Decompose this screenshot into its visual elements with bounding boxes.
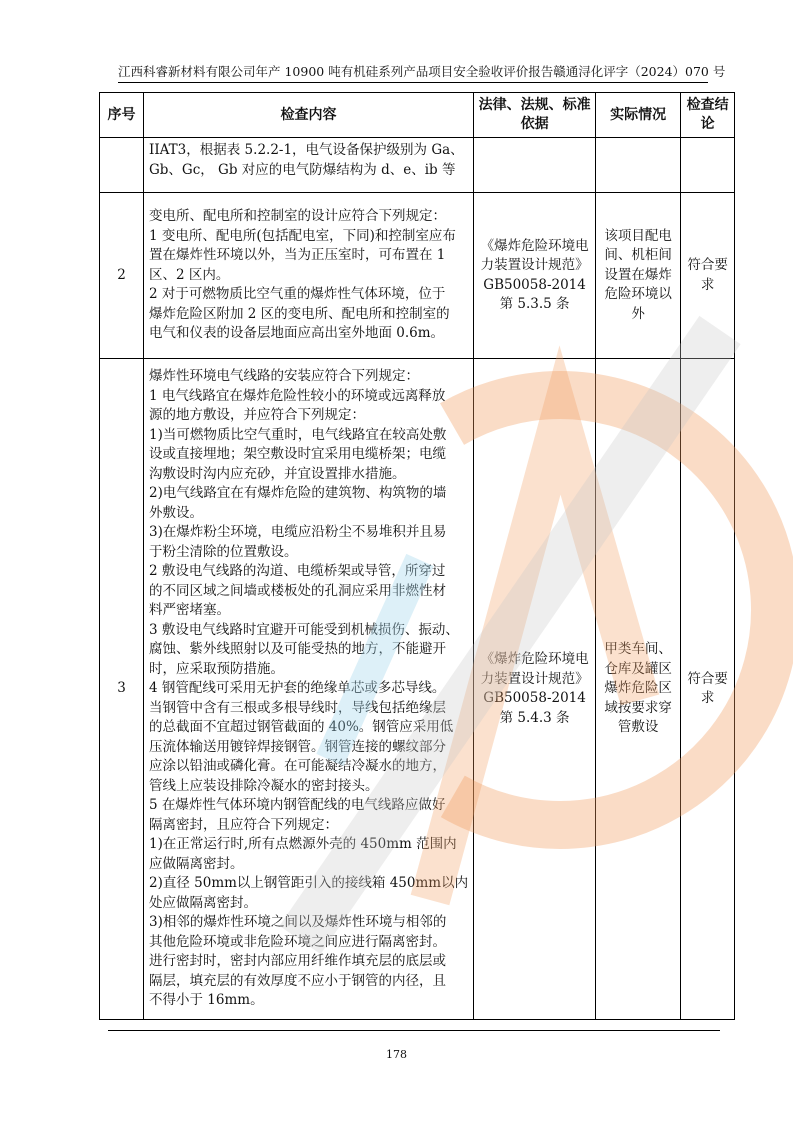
content-line: 沟敷设时沟内应充砂，并宜设置排水措施。	[149, 465, 406, 482]
content-line: 应涂以铅油或磷化膏。在可能凝结冷凝水的地方，	[149, 758, 446, 775]
content-line: 应做隔离密封。	[149, 855, 244, 872]
basis	[474, 138, 596, 193]
table-row	[100, 359, 735, 1020]
row-number: 3	[100, 359, 144, 1020]
row-number: 2	[100, 193, 144, 359]
content-line: 变电所、配电所和控制室的设计应符合下列规定：	[149, 208, 446, 225]
content-line: 3 敷设电气线路时宜避开可能受到机械损伤、振动、	[149, 621, 459, 638]
content-line: 1 变电所、配电所(包括配电室，下同)和控制室应布	[149, 227, 456, 244]
content-line: 腐蚀、紫外线照射以及可能受热的地方，不能避开	[149, 641, 446, 658]
content-line: 2)直径 50mm以上钢管距引入的接线箱 450mm以内	[149, 875, 469, 892]
check-content	[144, 138, 474, 193]
content-line: 料严密堵塞。	[149, 602, 230, 619]
column-header: 检查内容	[144, 93, 474, 138]
column-header: 法律、法规、标准依据	[474, 93, 596, 138]
content-line: 2 敷设电气线路的沟道、电缆桥架或导管，所穿过	[149, 563, 446, 580]
document-number: 赣通浔化评字（2024）070 号	[553, 64, 726, 79]
content-line: 不得小于 16mm。	[149, 992, 264, 1009]
table-header-row	[100, 93, 735, 138]
content-line: 的不同区域之间墙或楼板处的孔洞应采用非燃性材	[149, 582, 446, 599]
basis: 《爆炸危险环境电力装置设计规范》GB50058-2014 第 5.3.5 条	[474, 193, 596, 359]
report-title: 江西科睿新材料有限公司年产 10900 吨有机硅系列产品项目安全验收评价报告	[118, 64, 554, 79]
column-header: 序号	[100, 93, 144, 138]
content-line: 1 电气线路宜在爆炸危险性较小的环境或远离释放	[149, 387, 446, 404]
content-line: 2)电气线路宜在有爆炸危险的建筑物、构筑物的墙	[149, 485, 447, 502]
basis: 《爆炸危险环境电力装置设计规范》GB50058-2014 第 5.4.3 条	[474, 359, 596, 1020]
table-row	[100, 193, 735, 359]
content-line: 置在爆炸性环境以外，当为正压室时，可布置在 1	[149, 247, 446, 264]
content-line: 电气和仪表的设备层地面应高出室外地面 0.6m。	[149, 325, 445, 342]
content-line: 隔层，填充层的有效厚度不应小于钢管的内径，且	[149, 972, 446, 989]
content-line: 1)当可燃物质比空气重时，电气线路宜在较高处敷	[149, 426, 447, 443]
table-row	[100, 138, 735, 193]
content-line: 3)相邻的爆炸性环境之间以及爆炸性环境与相邻的	[149, 914, 447, 931]
content-line: 爆炸性环境电气线路的安装应符合下列规定：	[149, 368, 419, 385]
content-line: 当钢管中含有三根或多根导线时，导线包括绝缘层	[149, 699, 446, 716]
content-line: IIAT3，根据表 5.2.2-1，电气设备保护级别为 Ga、	[149, 142, 464, 158]
content-line: 1)在正常运行时,所有点燃源外壳的 450mm 范围内	[149, 836, 457, 853]
actual-situation: 该项目配电间、机柜间设置在爆炸危险环境以外	[596, 193, 681, 359]
actual-situation	[596, 138, 681, 193]
column-header: 检查结论	[681, 93, 735, 138]
conclusion: 符合要求	[681, 359, 735, 1020]
content-line: 区、2 区内。	[149, 266, 230, 283]
content-line: 压流体输送用镀锌焊接钢管。钢管连接的螺纹部分	[149, 738, 446, 755]
actual-situation: 甲类车间、仓库及罐区爆炸危险区域按要求穿管敷设	[596, 359, 681, 1020]
content-line: 3)在爆炸粉尘环境，电缆应沿粉尘不易堆积并且易	[149, 524, 447, 541]
column-header: 实际情况	[596, 93, 681, 138]
content-line: 时，应采取预防措施。	[149, 660, 284, 677]
page-number: 178	[386, 1048, 407, 1061]
content-line: 4 钢管配线可采用无护套的绝缘单芯或多芯导线。	[149, 680, 446, 697]
conclusion: 符合要求	[681, 193, 735, 359]
footer-rule	[108, 1030, 720, 1031]
content-line: 进行密封时，密封内部应用纤维作填充层的底层或	[149, 953, 446, 970]
content-line: Gb、Gc， Gb 对应的电气防爆结构为 d、e、ib 等	[149, 161, 456, 178]
content-line: 管线上应装设排除冷凝水的密封接头。	[149, 777, 379, 794]
content-line: 2 对于可燃物质比空气重的爆炸性气体环境，位于	[149, 286, 446, 303]
content-line: 的总截面不宜超过钢管截面的 40%。钢管应采用低	[149, 719, 454, 736]
content-line: 于粉尘清除的位置敷设。	[149, 543, 298, 560]
content-line: 爆炸危险区附加 2 区的变电所、配电所和控制室的	[149, 305, 450, 322]
running-header	[118, 62, 726, 83]
content-line: 隔离密封，且应符合下列规定：	[149, 816, 338, 833]
check-content	[144, 359, 474, 1020]
content-line: 源的地方敷设，并应符合下列规定：	[149, 407, 365, 424]
check-content	[144, 193, 474, 359]
row-number	[100, 138, 144, 193]
content-line: 其他危险环境或非危险环境之间应进行隔离密封。	[149, 933, 446, 950]
inspection-table	[99, 92, 735, 1020]
content-line: 处应做隔离密封。	[149, 894, 257, 911]
conclusion	[681, 138, 735, 193]
content-line: 5 在爆炸性气体环境内钢管配线的电气线路应做好	[149, 797, 446, 814]
content-line: 设或直接埋地；架空敷设时宜采用电缆桥架；电缆	[149, 446, 446, 463]
content-line: 外敷设。	[149, 504, 203, 521]
